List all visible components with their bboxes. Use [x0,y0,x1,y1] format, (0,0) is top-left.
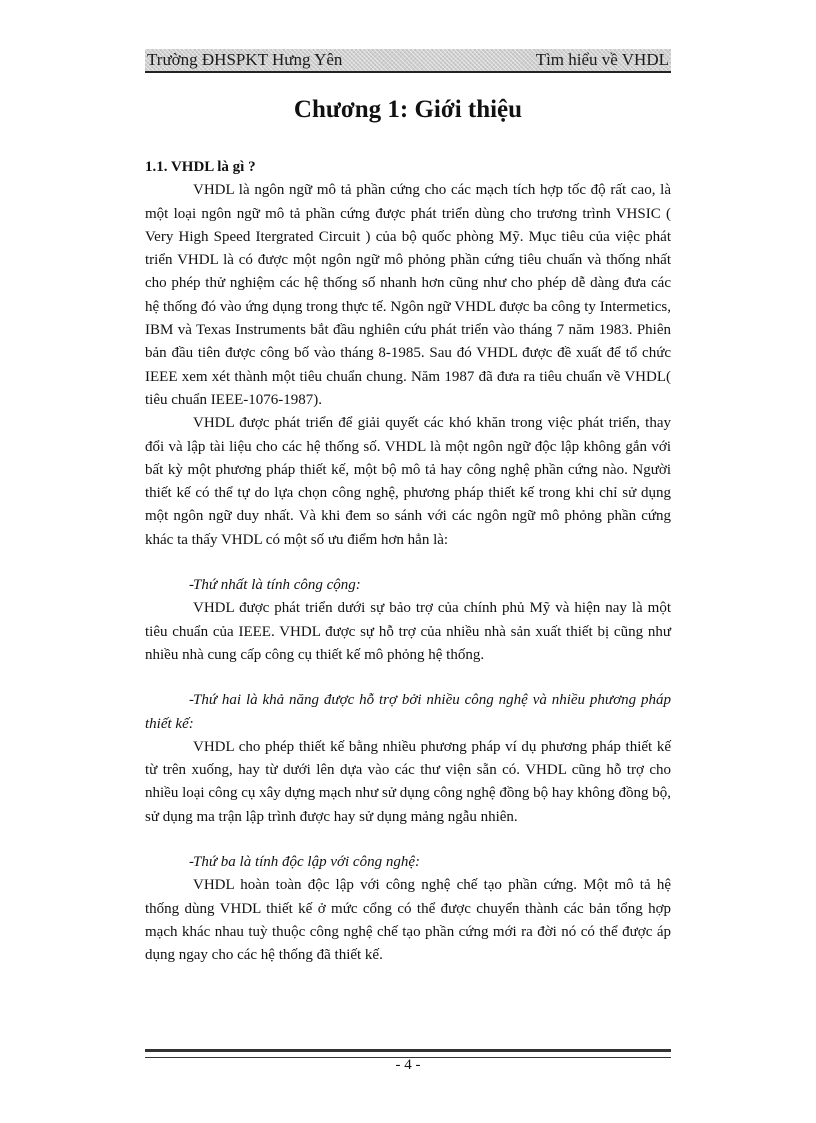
advantage-body: VHDL hoàn toàn độc lập với công nghệ chế tạo phần cứng. Một mô tả hệ thống dùng VHDL thiết kế ở mức cổng có thể được chuyển thành các bản tổng hợp mạch khác nhau tuỳ thuộc công nghệ chế tạo phần cứng mới ra đời nó có thể được áp dụng ngay cho các hệ thống đã thiết kế. [145,877,671,964]
advantage-title: -Thứ ba là tính độc lập với công nghệ: [189,854,420,871]
advantage-title-text: Thứ ba là tính độc lập với công nghệ: [193,854,420,871]
advantage-title-text: Thứ nhất là tính công cộng: [193,577,361,594]
advantage-title: -Thứ hai là khả năng được hỗ trợ bởi nhiều công nghệ và nhiều phương pháp thiết kế: [145,692,671,732]
page-header [145,49,671,73]
advantage-body: VHDL được phát triển dưới sự bảo trợ của chính phủ Mỹ và hiện nay là một tiêu chuẩn của IEEE. VHDL được sự hỗ trợ của nhiều nhà sản xuất thiết bị cũng như nhiều nhà cung cấp công cụ thiết kế mô phỏng hệ thống. [145,600,671,663]
paragraph-purpose: VHDL được phát triển để giải quyết các khó khăn trong việc phát triển, thay đổi và lập tài liệu cho các hệ thống số. VHDL là một ngôn ngữ độc lập không gắn với bất kỳ một phương pháp thiết kế, một bộ mô tả hay công nghệ phần cứng nào. Người thiết kế có thể tự do lựa chọn công nghệ, phương pháp thiết kế trong khi chỉ sử dụng một ngôn ngữ duy nhất. Và khi đem so sánh với các ngôn ngữ mô phỏng phần cứng khác ta thấy VHDL có một số ưu điểm hơn hẳn là: [145,415,671,548]
advantage-title: -Thứ nhất là tính công cộng: [189,577,361,594]
page-number: - 4 - [395,1057,421,1073]
chapter-title: Chương 1: Giới thiệu [293,96,523,123]
document-body [145,156,671,968]
advantage-body: VHDL cho phép thiết kế bằng nhiều phương pháp ví dụ phương pháp thiết kế từ trên xuống, hay từ dưới lên dựa vào các thư viện sẵn có. VHDL cũng hỗ trợ cho nhiều loại công cụ xây dựng mạch như sử dụng công nghệ đồng bộ hay không đồng bộ, sử dụng ma trận lập trình được hay sử dụng mảng ngẫu nhiên. [145,738,671,825]
section-heading: 1.1. VHDL là gì ? [145,159,256,175]
header-topic: Tìm hiểu về VHDL [535,50,669,69]
paragraph-intro: VHDL là ngôn ngữ mô tả phần cứng cho các mạch tích hợp tốc độ rất cao, là một loại ngôn ngữ mô tả phần cứng được phát triển dùng cho trương trình VHSIC ( Very High Speed Itergrated Circuit ) của bộ quốc phòng Mỹ. Mục tiêu của việc phát triển VHDL là có được một ngôn ngữ mô phỏng phần cứng tiêu chuẩn và thống nhất cho phép thử nghiệm các hệ thống số nhanh hơn cũng như cho phép dễ dàng đưa các hệ thống đó vào ứng dụng trong thực tế. Ngôn ngữ VHDL được ba công ty Intermetics, IBM và Texas Instruments bắt đầu nghiên cứu phát triển vào tháng 7 năm 1983. Phiên bản đầu tiên được công bố vào tháng 8-1985. Sau đó VHDL được đề xuất để tổ chức IEEE xem xét thành một tiêu chuẩn chung. Năm 1987 đã đưa ra tiêu chuẩn về VHDL( tiêu chuẩn IEEE-1076-1987). [145,182,671,408]
advantage-title-text: Thứ hai là khả năng được hỗ trợ bởi nhiều công nghệ và nhiều phương pháp thiết kế: [145,692,671,732]
header-school: Trường ĐHSPKT Hưng Yên [147,50,343,69]
